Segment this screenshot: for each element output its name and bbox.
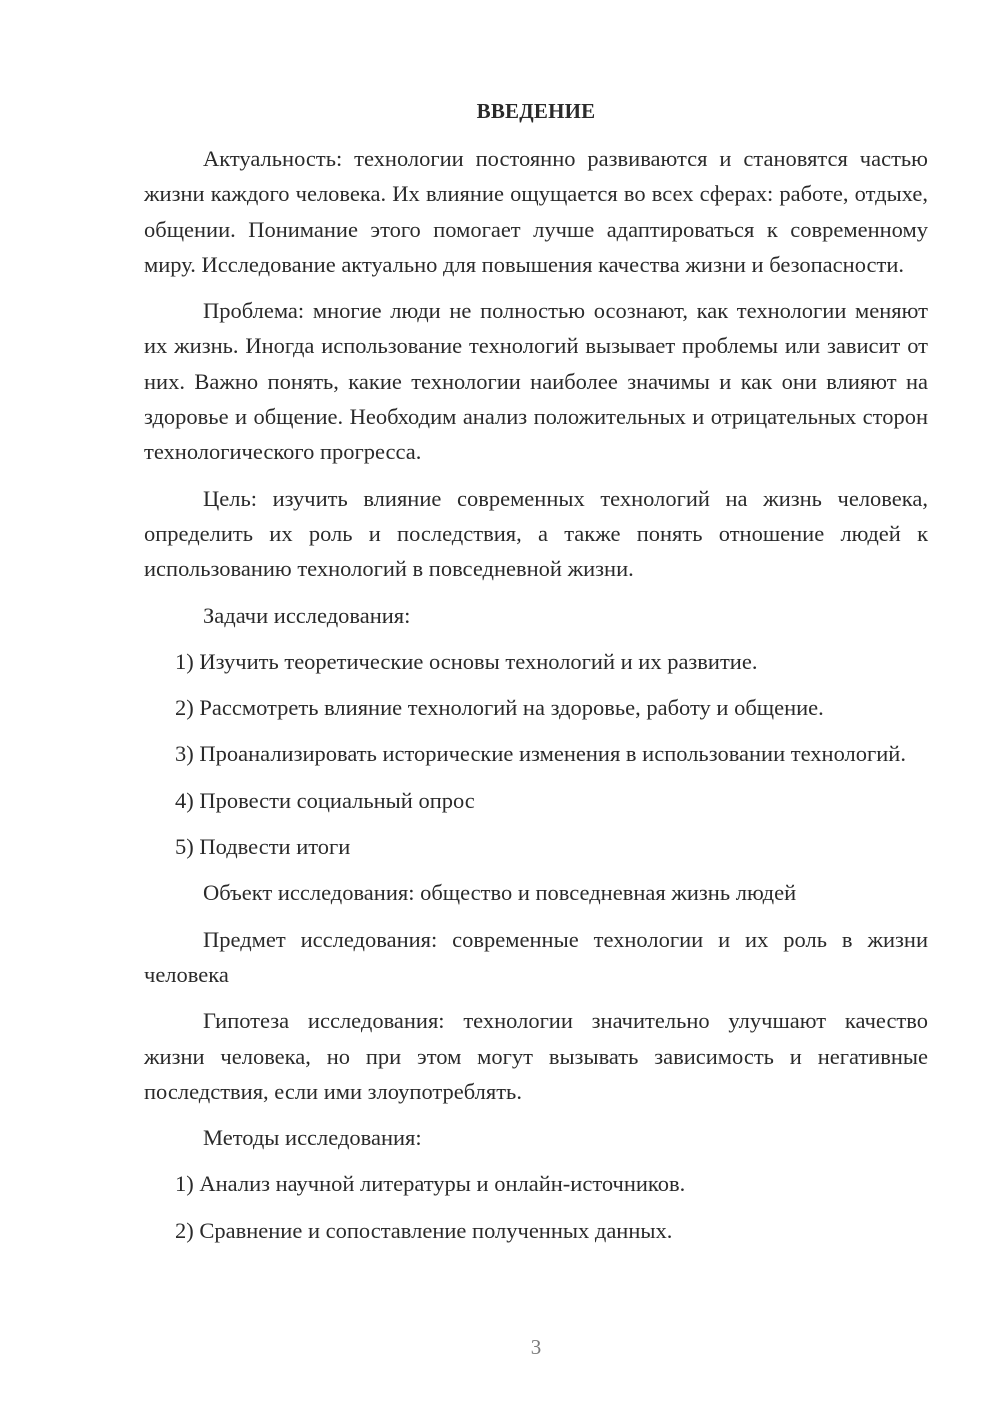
page-number: 3: [530, 1335, 542, 1359]
task-item: 2) Рассмотреть влияние технологий на здоровье, работу и общение.: [175, 695, 824, 721]
problem-paragraph: Проблема: многие люди не полностью осознают, как технологии меняют их жизнь. Иногда использование технологий вызывает проблемы или зависит от них. Важно понять, какие технологии наиболее значимы и как они влияют на здоровье и общение. Необходим анализ положительных и отрицательных сторон технологического прогресса.: [144, 298, 928, 465]
object-paragraph: Объект исследования: общество и повседневная жизнь людей: [203, 880, 797, 906]
subject-paragraph: Предмет исследования: современные технологии и их роль в жизни человека: [144, 926, 928, 987]
method-item: 1) Анализ научной литературы и онлайн-источников.: [175, 1171, 686, 1197]
methods-heading: Методы исследования:: [203, 1125, 422, 1151]
goal-paragraph: Цель: изучить влияние современных технологий на жизнь человека, определить их роль и последствия, а также понять отношение людей к использованию технологий в повседневной жизни.: [144, 485, 928, 582]
hypothesis-paragraph: Гипотеза исследования: технологии значительно улучшают качество жизни человека, но при этом могут вызывать зависимость и негативные последствия, если ими злоупотреблять.: [144, 1008, 928, 1104]
relevance-paragraph: Актуальность: технологии постоянно развиваются и становятся частью жизни каждого человека. Их влияние ощущается во всех сферах: работе, отдыхе, общении. Понимание этого помогает лучше адаптироваться к современному миру. Исследование актуально для повышения качества жизни и безопасности.: [144, 146, 928, 277]
task-item: 5) Подвести итоги: [175, 834, 351, 860]
tasks-heading: Задачи исследования:: [203, 602, 411, 628]
page-content: [144, 95, 928, 1259]
method-item: 2) Сравнение и сопоставление полученных данных.: [175, 1217, 673, 1243]
task-item: 1) Изучить теоретические основы технологий и их развитие.: [175, 648, 758, 674]
task-item: 4) Провести социальный опрос: [175, 787, 475, 813]
task-item: 3) Проанализировать исторические изменения в использовании технологий.: [175, 741, 906, 767]
section-heading: ВВЕДЕНИЕ: [476, 99, 596, 123]
